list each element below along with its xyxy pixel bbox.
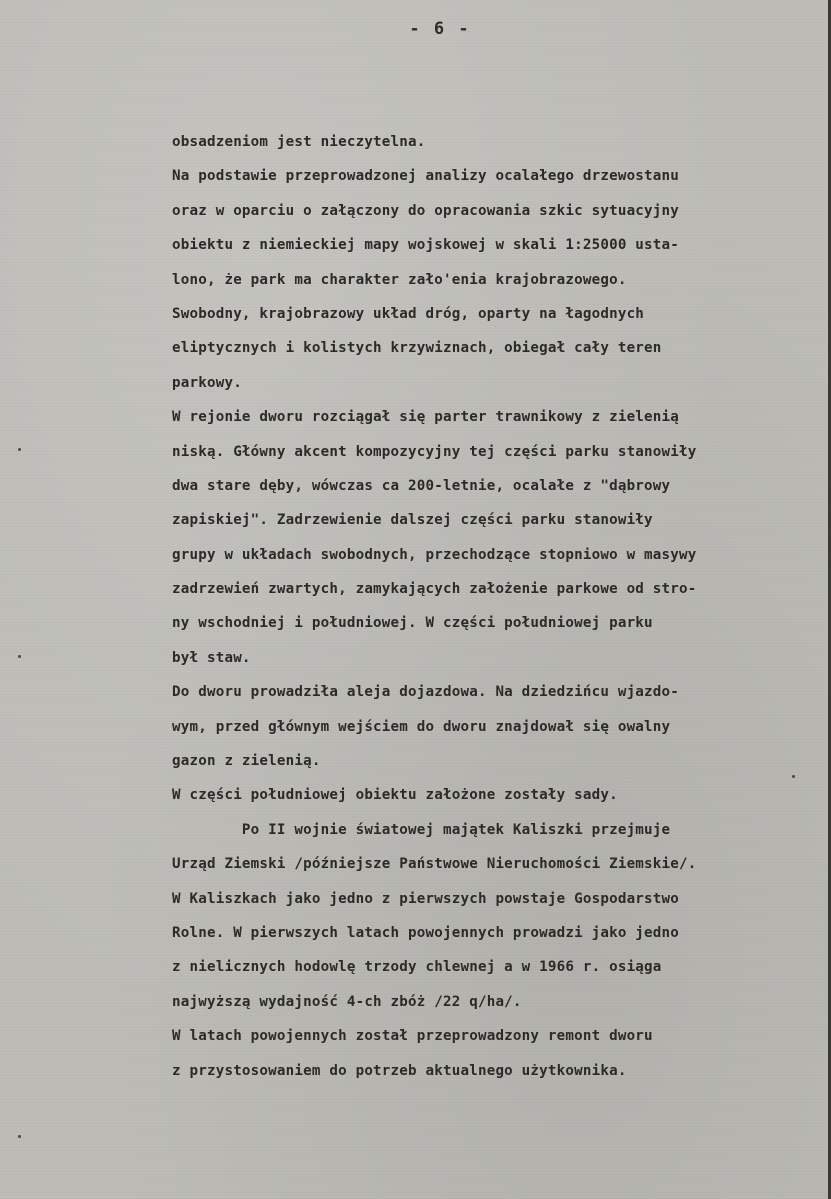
text-line: z przystosowaniem do potrzeb aktualnego użytkownika. [172, 1062, 627, 1079]
text-line: niską. Główny akcent kompozycyjny tej części parku stanowiły [172, 443, 697, 460]
text-line: Do dworu prowadziła aleja dojazdowa. Na dziedzińcu wjazdo- [172, 684, 680, 701]
text-line: obiektu z niemieckiej mapy wojskowej w skali 1:25000 usta- [172, 237, 680, 254]
text-line: W latach powojennych został przeprowadzony remont dworu [172, 1028, 653, 1045]
page-number: - 6 - [409, 19, 471, 39]
paper-speck [792, 775, 795, 778]
paper-speck [18, 1135, 21, 1138]
text-line: parkowy. [172, 374, 242, 391]
text-line: Swobodny, krajobrazowy układ dróg, oparty na łagodnych [172, 305, 645, 322]
text-line: zapiskiej". Zadrzewienie dalszej części parku stanowiły [172, 512, 653, 529]
paper-speck [18, 448, 21, 451]
text-line: oraz w oparciu o załączony do opracowania szkic sytuacyjny [172, 202, 680, 219]
text-line: grupy w układach swobodnych, przechodzące stopniowo w masywy [172, 546, 697, 563]
text-line: wym, przed głównym wejściem do dworu znajdował się owalny [172, 718, 671, 735]
text-line: gazon z zielenią. [172, 753, 321, 770]
text-line: ny wschodniej i południowej. W części południowej parku [172, 615, 653, 632]
text-line: W rejonie dworu rozciągał się parter trawnikowy z zielenią [172, 409, 680, 426]
text-line: W Kaliszkach jako jedno z pierwszych powstaje Gospodarstwo [172, 890, 680, 907]
text-line: z nielicznych hodowlę trzody chlewnej a w 1966 r. osiąga [172, 959, 662, 976]
text-line: dwa stare dęby, wówczas ca 200-letnie, ocalałe z "dąbrowy [172, 477, 671, 494]
text-line: był staw. [172, 649, 251, 666]
text-line: Po II wojnie światowej majątek Kaliszki przejmuje [172, 821, 671, 838]
text-line: obsadzeniom jest nieczytelna. [172, 134, 426, 150]
text-line: W części południowej obiektu założone zostały sady. [172, 787, 618, 804]
text-line: eliptycznych i kolistych krzywiznach, obiegał cały teren [172, 340, 662, 357]
text-line: Rolne. W pierwszych latach powojennych prowadzi jako jedno [172, 924, 680, 941]
text-line: Na podstawie przeprowadzonej analizy ocalałego drzewostanu [172, 168, 680, 185]
paper-speck [18, 655, 21, 658]
text-line: najwyższą wydajność 4-ch zbóż /22 q/ha/. [172, 993, 522, 1010]
text-line: zadrzewień zwartych, zamykających założenie parkowe od stro- [172, 581, 697, 598]
text-line: Urząd Ziemski /późniejsze Państwowe Nieruchomości Ziemskie/. [172, 856, 697, 873]
text-line: lono, że park ma charakter zało'enia krajobrazowego. [172, 271, 627, 288]
typewritten-body [172, 130, 812, 1093]
